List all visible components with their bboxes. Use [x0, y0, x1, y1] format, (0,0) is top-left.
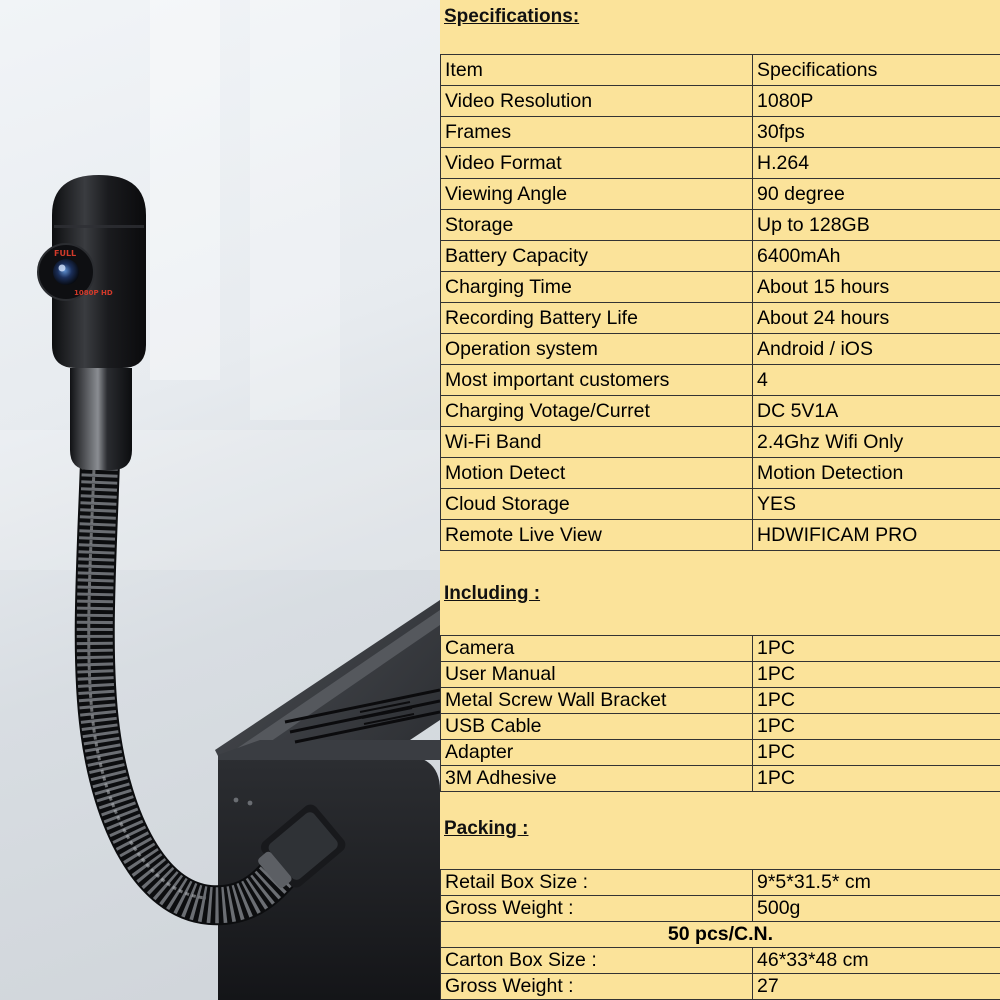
packing-heading: Packing : [444, 818, 529, 839]
item-name: User Manual [440, 662, 753, 687]
lens-label-resolution: 1080P HD [74, 289, 113, 297]
spec-key: Item [440, 55, 753, 85]
table-row [440, 179, 1000, 210]
table-row [440, 520, 1000, 551]
including-heading: Including : [444, 583, 541, 604]
packing-value: 27 [757, 974, 779, 997]
spec-value: Specifications [757, 58, 878, 81]
table-row [440, 489, 1000, 520]
spec-value: About 24 hours [757, 306, 890, 329]
spec-value: Up to 128GB [757, 213, 870, 236]
spec-value: 30fps [757, 120, 805, 143]
table-row [440, 870, 1000, 896]
spec-value: 6400mAh [757, 244, 841, 267]
packing-table [440, 869, 1000, 1000]
lens-label-full: FULL [54, 249, 77, 258]
table-row [440, 148, 1000, 179]
table-row [440, 55, 1000, 86]
spec-key: Remote Live View [440, 520, 753, 550]
table-row [440, 714, 1000, 740]
spec-value: 4 [757, 368, 768, 391]
spec-key: Recording Battery Life [440, 303, 753, 333]
spec-value: HDWIFICAM PRO [757, 523, 918, 546]
packing-label: Gross Weight : [440, 974, 753, 999]
item-name: 3M Adhesive [440, 766, 753, 791]
table-row [440, 117, 1000, 148]
table-row [440, 396, 1000, 427]
table-row [440, 740, 1000, 766]
spec-key: Storage [440, 210, 753, 240]
table-row [440, 365, 1000, 396]
spec-key: Most important customers [440, 365, 753, 395]
table-row [440, 766, 1000, 792]
table-row [440, 896, 1000, 922]
table-row [440, 241, 1000, 272]
spec-value: 90 degree [757, 182, 845, 205]
spec-value: Motion Detection [757, 461, 904, 484]
table-row [440, 948, 1000, 974]
spec-key: Cloud Storage [440, 489, 753, 519]
spec-key: Battery Capacity [440, 241, 753, 271]
table-row [440, 662, 1000, 688]
camera-illustration [0, 0, 440, 1000]
packing-value: 9*5*31.5* cm [757, 871, 871, 893]
table-row [440, 974, 1000, 1000]
spec-key: Frames [440, 117, 753, 147]
product-photo [0, 0, 440, 1000]
item-qty: 1PC [757, 741, 795, 763]
spec-value: 2.4Ghz Wifi Only [757, 430, 904, 453]
table-row [440, 636, 1000, 662]
specifications-table [440, 54, 1000, 551]
packing-label: Carton Box Size : [440, 948, 753, 973]
spec-key: Viewing Angle [440, 179, 753, 209]
table-row [440, 922, 1000, 948]
specifications-heading: Specifications: [444, 6, 580, 27]
table-row [440, 303, 1000, 334]
item-name: Adapter [440, 740, 753, 765]
spec-key: Operation system [440, 334, 753, 364]
item-name: USB Cable [440, 714, 753, 739]
packing-value: 46*33*48 cm [757, 949, 869, 971]
item-qty: 1PC [757, 663, 795, 685]
spec-key: Charging Time [440, 272, 753, 302]
table-row [440, 334, 1000, 365]
table-row [440, 86, 1000, 117]
item-name: Metal Screw Wall Bracket [440, 688, 753, 713]
packing-value: 500g [757, 897, 801, 919]
spec-value: YES [757, 492, 797, 515]
spec-key: Wi-Fi Band [440, 427, 753, 457]
spec-value: 1080P [757, 89, 814, 112]
item-qty: 1PC [757, 689, 795, 711]
spec-value: DC 5V1A [757, 399, 839, 422]
table-row [440, 272, 1000, 303]
including-table [440, 635, 1000, 792]
item-qty: 1PC [757, 637, 795, 659]
item-qty: 1PC [757, 767, 795, 789]
packing-label: Retail Box Size : [440, 870, 753, 895]
item-name: Camera [440, 636, 753, 661]
spec-value: Android / iOS [757, 337, 873, 360]
item-qty: 1PC [757, 715, 795, 737]
spec-value: H.264 [757, 151, 810, 174]
spec-key: Video Format [440, 148, 753, 178]
table-row [440, 210, 1000, 241]
table-row [440, 458, 1000, 489]
carton-quantity: 50 pcs/C.N. [440, 922, 1000, 947]
table-row [440, 427, 1000, 458]
table-row [440, 688, 1000, 714]
spec-key: Motion Detect [440, 458, 753, 488]
spec-key: Charging Votage/Curret [440, 396, 753, 426]
packing-label: Gross Weight : [440, 896, 753, 921]
spec-key: Video Resolution [440, 86, 753, 116]
spec-value: About 15 hours [757, 275, 890, 298]
